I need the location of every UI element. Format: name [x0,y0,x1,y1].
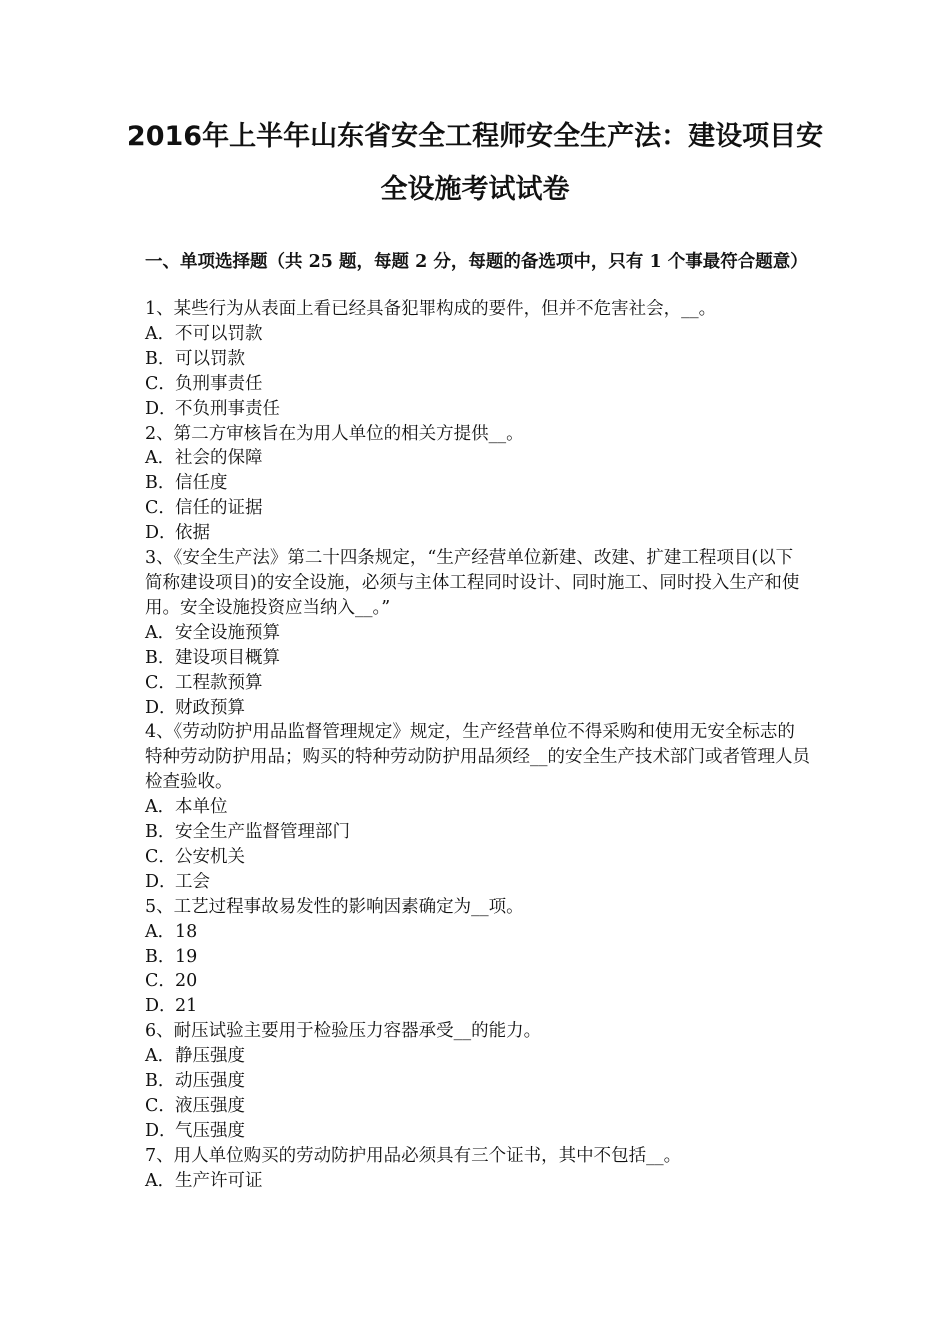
option-letter: D． [145,523,177,544]
document-title-line2: 全设施考试试卷 [380,174,570,205]
question-5-option-d [145,994,810,1019]
option-letter: B． [145,647,176,668]
option-letter: B． [145,822,176,843]
option-letter: A． [145,797,176,818]
option-letter: D． [145,871,177,892]
option-letter: C． [145,1096,176,1116]
option-letter: B． [145,348,176,369]
option-text: 静压强度 [175,1046,245,1067]
question-6-option-c [145,1094,810,1119]
option-text: 气压强度 [175,1120,245,1141]
question-4: 4、《劳动防护用品监督管理规定》规定，生产经营单位不得采购和使用无安全标志的特种劳动防护用品；购买的特种劳动防护用品须经__的安全生产技术部门或者管理人员检查验收。 [145,722,810,793]
option-letter: A． [145,1046,176,1067]
option-letter: A． [145,622,176,643]
option-letter: B． [145,946,176,967]
option-text: 安全生产监督管理部门 [175,822,350,843]
option-text: 安全设施预算 [175,622,280,643]
question-4-option-c [145,845,810,870]
option-letter: D． [145,1120,177,1141]
question-5-option-a [145,920,810,945]
question-2-option-d [145,521,810,546]
question-6: 6、耐压试验主要用于检验压力容器承受__的能力。 [145,1021,542,1042]
option-text: 动压强度 [175,1071,245,1092]
option-text: 本单位 [175,797,228,818]
question-3-option-b [145,646,810,671]
option-letter: C． [145,373,176,394]
option-text: 社会的保障 [175,448,263,469]
option-letter: D． [145,996,177,1017]
option-letter: A． [145,921,176,942]
question-5-option-b [145,945,810,970]
question-list [145,297,810,1194]
question-7: 7、用人单位购买的劳动防护用品必须具有三个证书，其中不包括__。 [145,1145,682,1166]
question-3: 3、《安全生产法》第二十四条规定，“生产经营单位新建、改建、扩建工程项目(以下简称建设项目)的安全设施，必须与主体工程同时设计、同时施工、同时投入生产和使用。安全设施投资应当纳入__。” [145,548,800,618]
option-text: 公安机关 [175,846,245,867]
option-letter: D． [145,697,177,718]
question-1-option-b [145,347,810,372]
question-2-option-b [145,471,810,496]
question-7-option-a [145,1169,810,1194]
option-letter: C． [145,971,176,992]
option-text: 19 [175,946,198,967]
option-letter: A． [145,448,176,469]
question-6-option-b [145,1069,810,1094]
question-6-option-a [145,1044,810,1069]
question-2-option-c [145,496,810,521]
option-text: 不可以罚款 [175,323,263,344]
option-letter: D． [145,398,177,419]
option-text: 负刑事责任 [175,373,263,394]
option-letter: C． [145,846,176,867]
question-4-option-a [145,795,810,820]
question-2-option-a [145,446,810,471]
option-text: 21 [175,996,198,1017]
option-letter: C． [145,672,176,693]
question-3-option-d [145,696,810,721]
option-letter: A． [145,1170,176,1191]
option-text: 依据 [175,523,210,544]
question-6-option-d [145,1119,810,1144]
question-1: 1、某些行为从表面上看已经具备犯罪构成的要件，但并不危害社会，__。 [145,299,717,319]
question-1-option-d [145,397,810,422]
option-text: 信任的证据 [175,498,263,519]
option-letter: C． [145,498,176,519]
option-text: 20 [175,971,198,992]
question-5-option-c [145,969,810,994]
question-1-option-c [145,372,810,397]
question-3-option-c [145,671,810,696]
question-4-option-b [145,820,810,845]
option-text: 18 [175,921,198,942]
section-heading: 一、单项选择题（共 25 题，每题 2 分，每题的备选项中，只有 1 个事最符合题意） [145,252,808,272]
option-text: 信任度 [175,473,228,494]
option-letter: B． [145,473,176,494]
option-text: 建设项目概算 [175,647,280,668]
question-3-option-a [145,621,810,646]
option-letter: A． [145,323,176,344]
option-text: 工程款预算 [175,672,263,693]
question-4-option-d [145,870,810,895]
option-text: 工会 [175,871,210,892]
option-text: 可以罚款 [175,348,245,369]
option-text: 生产许可证 [175,1170,263,1191]
option-text: 财政预算 [175,697,245,718]
question-2: 2、第二方审核旨在为用人单位的相关方提供__。 [145,423,524,444]
option-letter: B． [145,1071,176,1092]
option-text: 液压强度 [175,1096,245,1116]
option-text: 不负刑事责任 [175,398,280,419]
question-5: 5、工艺过程事故易发性的影响因素确定为__项。 [145,896,524,917]
document-title-line1: 2016年上半年山东省安全工程师安全生产法：建设项目安 [126,121,824,152]
question-1-option-a [145,322,810,347]
